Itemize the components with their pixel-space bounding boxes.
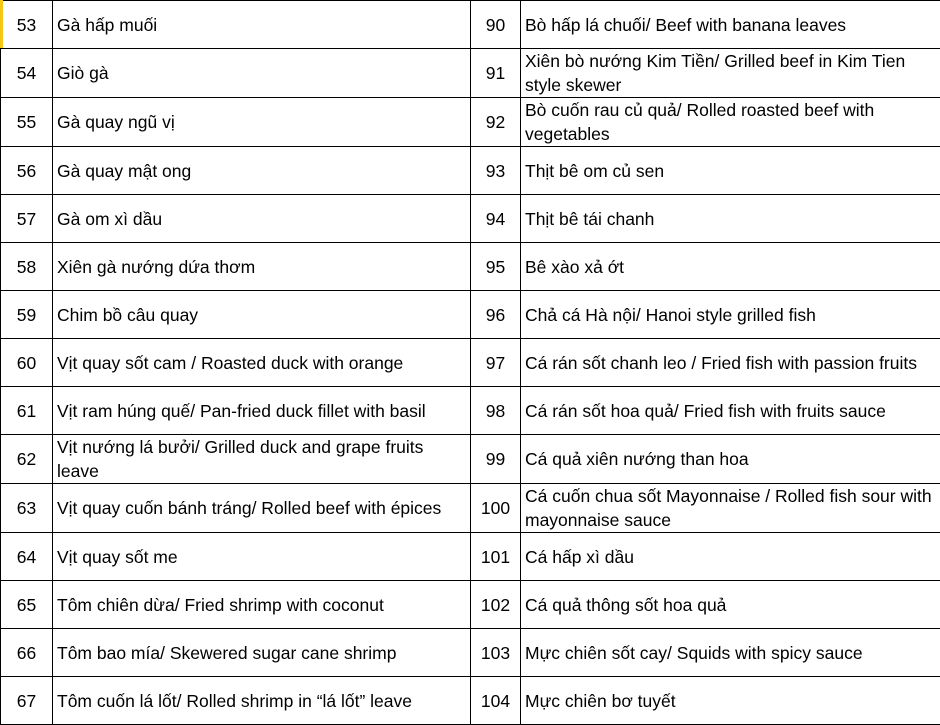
left-item-name: Gà hấp muối (53, 1, 471, 49)
left-item-number: 57 (1, 195, 53, 243)
right-item-name: Cá rán sốt hoa quả/ Fried fish with fruits sauce (521, 387, 940, 435)
left-item-name: Vịt ram húng quế/ Pan-fried duck fillet with basil (53, 387, 471, 435)
left-item-number: 59 (1, 291, 53, 339)
right-item-name: Cá rán sốt chanh leo / Fried fish with passion fruits (521, 339, 940, 387)
left-item-name: Gà om xì dầu (53, 195, 471, 243)
right-item-name: Cá quả xiên nướng than hoa (521, 435, 940, 484)
table-row (1, 195, 940, 243)
left-item-name: Vịt quay cuốn bánh tráng/ Rolled beef with épices (53, 484, 471, 533)
right-item-number: 91 (471, 49, 521, 98)
right-item-name: Mực chiên bơ tuyết (521, 677, 940, 725)
right-item-name: Bò hấp lá chuối/ Beef with banana leaves (521, 1, 940, 49)
table-row (1, 339, 940, 387)
right-item-number: 101 (471, 533, 521, 581)
left-item-name: Vịt nướng lá bưởi/ Grilled duck and grape fruits leave (53, 435, 471, 484)
left-item-name: Tôm cuốn lá lốt/ Rolled shrimp in “lá lốt” leave (53, 677, 471, 725)
right-item-name: Bò cuốn rau củ quả/ Rolled roasted beef with vegetables (521, 98, 940, 147)
right-item-number: 96 (471, 291, 521, 339)
table-row (1, 98, 940, 147)
table-row (1, 49, 940, 98)
table-row (1, 387, 940, 435)
table-row (1, 243, 940, 291)
table-row (1, 677, 940, 725)
left-item-name: Giò gà (53, 49, 471, 98)
left-item-number: 63 (1, 484, 53, 533)
table-row (1, 581, 940, 629)
left-item-number: 62 (1, 435, 53, 484)
table-row (1, 435, 940, 484)
left-item-number: 67 (1, 677, 53, 725)
menu-body (1, 1, 940, 725)
right-item-number: 95 (471, 243, 521, 291)
right-item-number: 97 (471, 339, 521, 387)
right-item-name: Chả cá Hà nội/ Hanoi style grilled fish (521, 291, 940, 339)
cell-accent-marker (0, 0, 3, 48)
table-row (1, 629, 940, 677)
left-item-number: 61 (1, 387, 53, 435)
right-item-number: 104 (471, 677, 521, 725)
left-item-number: 64 (1, 533, 53, 581)
table-row (1, 147, 940, 195)
left-item-number: 60 (1, 339, 53, 387)
right-item-name: Thịt bê tái chanh (521, 195, 940, 243)
left-item-number: 58 (1, 243, 53, 291)
right-item-number: 100 (471, 484, 521, 533)
left-item-name: Gà quay mật ong (53, 147, 471, 195)
left-item-number: 54 (1, 49, 53, 98)
table-row (1, 291, 940, 339)
table-row (1, 484, 940, 533)
left-item-number: 66 (1, 629, 53, 677)
left-item-name: Xiên gà nướng dứa thơm (53, 243, 471, 291)
left-item-number: 65 (1, 581, 53, 629)
right-item-name: Bê xào xả ớt (521, 243, 940, 291)
left-item-name: Vịt quay sốt cam / Roasted duck with orange (53, 339, 471, 387)
left-item-number: 53 (1, 1, 53, 49)
right-item-name: Cá quả thông sốt hoa quả (521, 581, 940, 629)
left-item-number: 56 (1, 147, 53, 195)
right-item-number: 92 (471, 98, 521, 147)
right-item-name: Xiên bò nướng Kim Tiền/ Grilled beef in Kim Tien style skewer (521, 49, 940, 98)
right-item-number: 93 (471, 147, 521, 195)
table-row (1, 1, 940, 49)
right-item-name: Cá hấp xì dầu (521, 533, 940, 581)
left-item-name: Tôm bao mía/ Skewered sugar cane shrimp (53, 629, 471, 677)
right-item-name: Cá cuốn chua sốt Mayonnaise / Rolled fish sour with mayonnaise sauce (521, 484, 940, 533)
left-item-name: Vịt quay sốt me (53, 533, 471, 581)
right-item-number: 90 (471, 1, 521, 49)
left-item-name: Gà quay ngũ vị (53, 98, 471, 147)
right-item-number: 102 (471, 581, 521, 629)
left-item-name: Chim bồ câu quay (53, 291, 471, 339)
table-row (1, 533, 940, 581)
right-item-number: 99 (471, 435, 521, 484)
left-item-name: Tôm chiên dừa/ Fried shrimp with coconut (53, 581, 471, 629)
right-item-number: 98 (471, 387, 521, 435)
right-item-number: 103 (471, 629, 521, 677)
right-item-name: Thịt bê om củ sen (521, 147, 940, 195)
left-item-number: 55 (1, 98, 53, 147)
right-item-number: 94 (471, 195, 521, 243)
right-item-name: Mực chiên sốt cay/ Squids with spicy sauce (521, 629, 940, 677)
